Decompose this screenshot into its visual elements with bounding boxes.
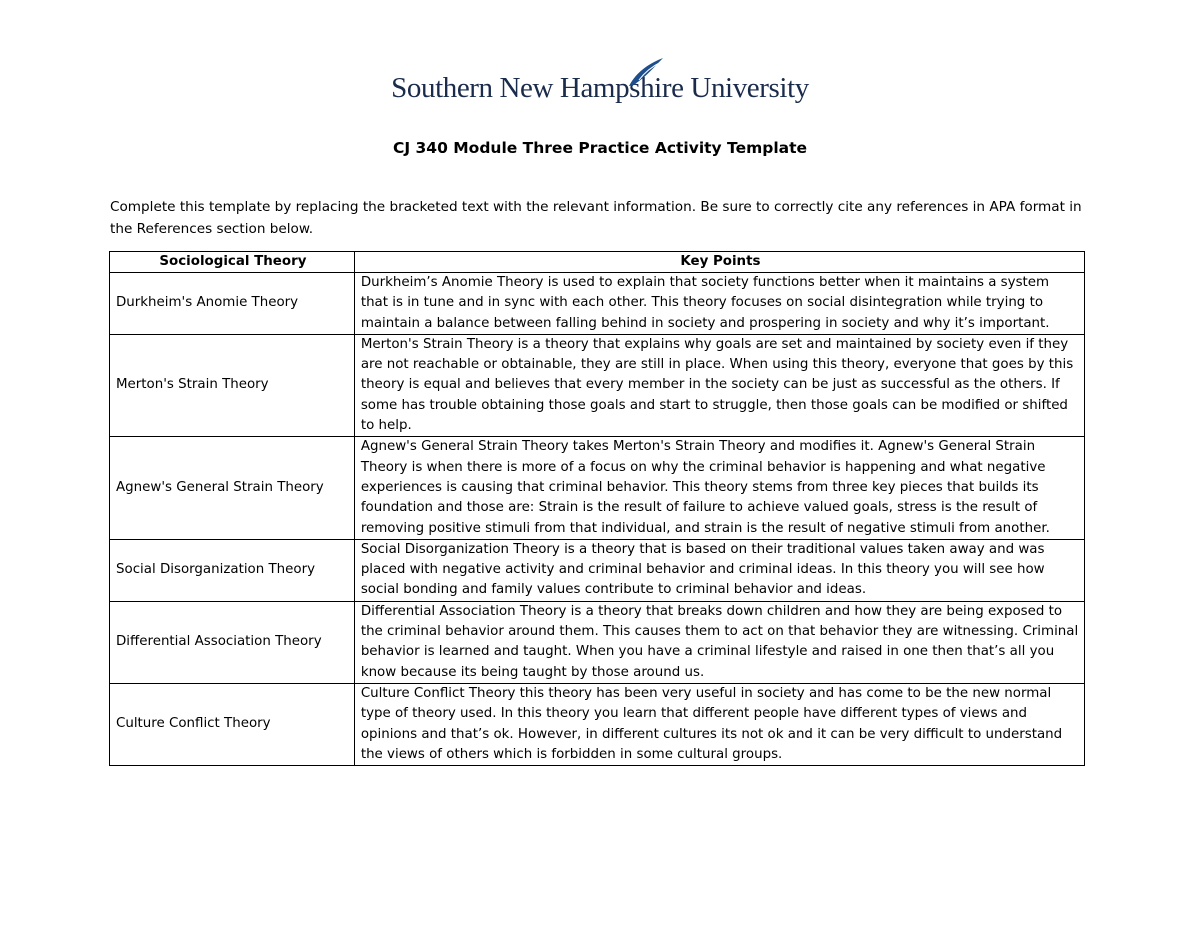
leaf-icon [625,56,665,88]
university-logo [0,56,1200,103]
header-sociological-theory: Sociological Theory [110,252,355,273]
theory-name: Culture Conflict Theory [110,683,355,765]
theory-name: Agnew's General Strain Theory [110,437,355,539]
theory-name: Durkheim's Anomie Theory [110,273,355,335]
theory-key-points: Social Disorganization Theory is a theory that is based on their traditional values taken away and was placed with negative activity and criminal behavior and criminal ideas. In this theory you will see how social bonding and family values contribute to criminal behavior and ideas. [354,539,1084,601]
logo-wordmark: Southern New Hampshire University [391,72,809,104]
table-row [110,539,1085,601]
table-row [110,683,1085,765]
theory-key-points: Merton's Strain Theory is a theory that explains why goals are set and maintained by society even if they are not reachable or obtainable, they are still in place. When using this theory, everyone that goes by this theory is equal and believes that every member in the society can be just as successful as the others. If some has trouble obtaining those goals and start to struggle, then those goals can be modified or shifted to help. [354,334,1084,436]
theory-key-points: Durkheim’s Anomie Theory is used to explain that society functions better when it maintains a system that is in tune and in sync with each other. This theory focuses on social disintegration while trying to maintain a balance between falling behind in society and prospering in society and why it’s important. [354,273,1084,335]
theories-table [109,251,1085,766]
theory-key-points: Differential Association Theory is a theory that breaks down children and how they are being exposed to the criminal behavior around them. This causes them to act on that behavior they are witnessing. Criminal behavior is learned and taught. When you have a criminal lifestyle and raised in one then that’s all you know because its being taught by those around us. [354,601,1084,683]
table-row [110,601,1085,683]
document-title: CJ 340 Module Three Practice Activity Template [392,139,808,157]
theory-name: Merton's Strain Theory [110,334,355,436]
theory-name: Social Disorganization Theory [110,539,355,601]
table-row [110,273,1085,335]
table-row [110,334,1085,436]
theory-key-points: Agnew's General Strain Theory takes Merton's Strain Theory and modifies it. Agnew's General Strain Theory is when there is more of a focus on why the criminal behavior is happening and what negative experiences is causing that criminal behavior. This theory stems from three key pieces that builds its foundation and those are: Strain is the result of failure to achieve valued goals, stress is the result of removing positive stimuli from that individual, and strain is the result of negative stimuli from another. [354,437,1084,539]
instructions-paragraph: Complete this template by replacing the bracketed text with the relevant information. Be sure to correctly cite any references in APA format in the References section below. [110,199,1082,237]
header-key-points: Key Points [354,252,1084,273]
theory-key-points: Culture Conflict Theory this theory has been very useful in society and has come to be the new normal type of theory used. In this theory you learn that different people have different types of views and opinions and that’s ok. However, in different cultures its not ok and it can be very difficult to understand the views of others which is forbidden in some cultural groups. [354,683,1084,765]
table-header-row [110,252,1085,273]
theory-name: Differential Association Theory [110,601,355,683]
table-row [110,437,1085,539]
